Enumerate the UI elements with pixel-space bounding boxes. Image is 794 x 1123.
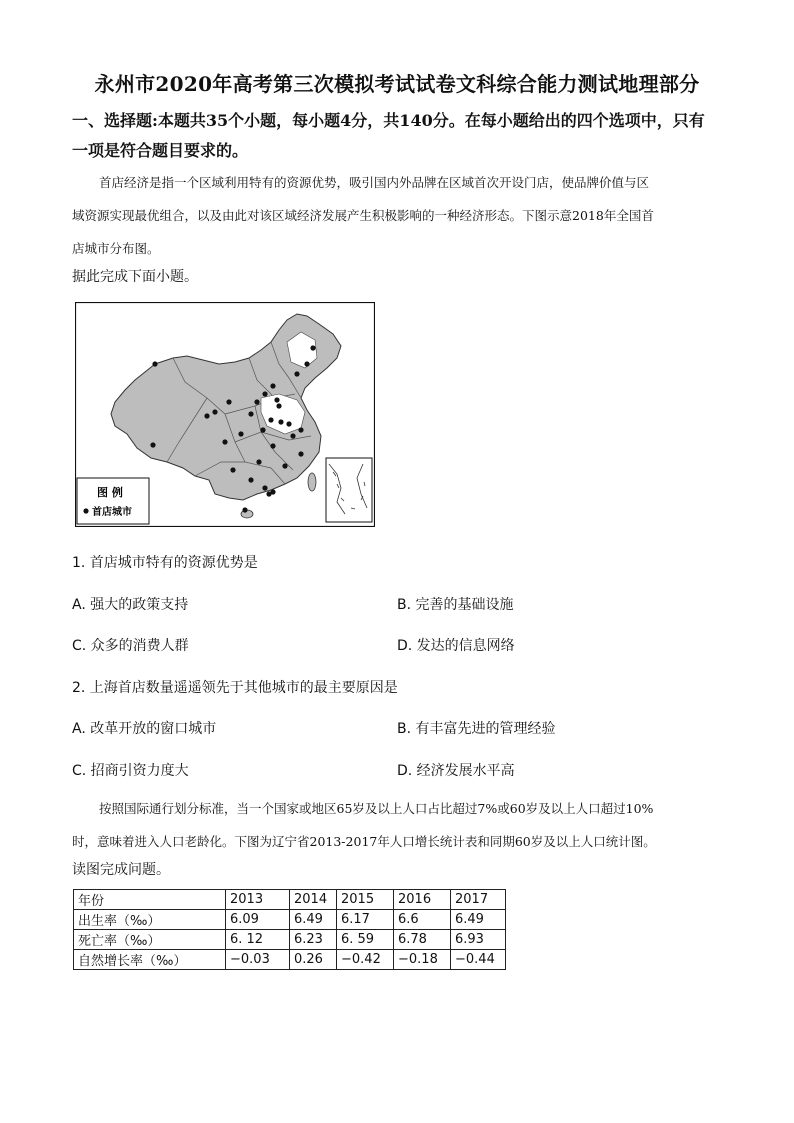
table-cell: 2017 xyxy=(451,890,506,910)
passage-line-1: 首店经济是指一个区域利用特有的资源优势，吸引国内外品牌在区域首次开设门店，使品牌价值与区 xyxy=(99,175,650,190)
table-cell: 死亡率（‰） xyxy=(74,930,226,950)
city-dot xyxy=(278,419,283,424)
city-dot xyxy=(290,433,295,438)
question-2-option-a: A. 改革开放的窗口城市 xyxy=(72,721,217,737)
city-dot xyxy=(242,507,247,512)
south-china-sea-inset xyxy=(326,458,372,522)
city-dot xyxy=(304,361,309,366)
table-row xyxy=(74,930,506,950)
page-title: 永州市2020年高考第三次模拟考试试卷文科综合能力测试地理部分 xyxy=(94,72,700,96)
section-heading xyxy=(72,106,732,166)
city-dot xyxy=(152,361,157,366)
instruction-1: 据此完成下面小题。 xyxy=(72,269,198,285)
city-dot xyxy=(276,403,281,408)
city-dot xyxy=(256,459,261,464)
city-dot xyxy=(270,443,275,448)
passage-aging-line-1: 按照国际通行划分标准，当一个国家或地区65岁及以上人口占比超过7%或60岁及以上人口超过10% xyxy=(99,801,654,816)
section-heading-line-2: 一项是符合题目要求的。 xyxy=(72,141,249,160)
table-header-row xyxy=(74,890,506,910)
city-dot xyxy=(298,427,303,432)
table-cell: −0.18 xyxy=(394,950,451,970)
table-cell: 6.09 xyxy=(226,910,290,930)
section-heading-line-1: 一、选择题:本题共35个小题，每小题4分，共140分。在每小题给出的四个选项中，只有 xyxy=(72,111,705,130)
city-dot xyxy=(270,383,275,388)
city-dot xyxy=(294,371,299,376)
table-cell: 2016 xyxy=(394,890,451,910)
question-1-option-c: C. 众多的消费人群 xyxy=(72,638,189,654)
city-dot xyxy=(204,413,209,418)
question-2-stem: 2. 上海首店数量遥遥领先于其他城市的最主要原因是 xyxy=(72,680,398,696)
table-cell: 6.6 xyxy=(394,910,451,930)
city-dot xyxy=(298,451,303,456)
table-cell: 2015 xyxy=(337,890,394,910)
question-1-stem: 1. 首店城市特有的资源优势是 xyxy=(72,555,258,571)
map-legend-title: 图 例 xyxy=(97,486,123,499)
city-dot xyxy=(282,463,287,468)
city-dot xyxy=(268,417,273,422)
city-dot xyxy=(230,467,235,472)
table-row xyxy=(74,910,506,930)
passage-aging-line-2: 时，意味着进入人口老龄化。下图为辽宁省2013-2017年人口增长统计表和同期60岁及以上人口统计图。 xyxy=(72,834,656,849)
passage-line-3: 店城市分布图。 xyxy=(72,241,160,256)
table-cell: 6.78 xyxy=(394,930,451,950)
city-dot xyxy=(310,345,315,350)
question-2-option-c: C. 招商引资力度大 xyxy=(72,763,189,779)
taiwan-island xyxy=(308,473,316,491)
table-cell: 6. 12 xyxy=(226,930,290,950)
table-cell: −0.42 xyxy=(337,950,394,970)
passage-line-2: 域资源实现最优组合，以及由此对该区域经济发展产生积极影响的一种经济形态。下图示意2018年全国首 xyxy=(72,208,654,223)
table-cell: 6.17 xyxy=(337,910,394,930)
question-1-option-d: D. 发达的信息网络 xyxy=(397,638,515,654)
passage-aging xyxy=(72,792,722,858)
city-dot xyxy=(262,391,267,396)
city-dot xyxy=(274,397,279,402)
city-dot xyxy=(286,421,291,426)
table-cell: 6.93 xyxy=(451,930,506,950)
population-table xyxy=(73,889,506,970)
table-cell: 6.49 xyxy=(290,910,337,930)
china-map-figure xyxy=(75,302,375,527)
city-dot xyxy=(248,411,253,416)
table-cell: −0.03 xyxy=(226,950,290,970)
table-cell: 2014 xyxy=(290,890,337,910)
table-cell: 自然增长率（‰） xyxy=(74,950,226,970)
table-cell: −0.44 xyxy=(451,950,506,970)
passage-shoudian xyxy=(72,166,722,265)
table-cell: 出生率（‰） xyxy=(74,910,226,930)
city-dot xyxy=(222,439,227,444)
city-dot xyxy=(270,489,275,494)
city-dot xyxy=(226,399,231,404)
table-cell: 6.23 xyxy=(290,930,337,950)
question-1-option-b: B. 完善的基础设施 xyxy=(397,597,514,613)
city-dot xyxy=(212,409,217,414)
instruction-2: 读图完成问题。 xyxy=(72,862,170,878)
table-cell: 2013 xyxy=(226,890,290,910)
city-dot xyxy=(262,485,267,490)
table-cell: 6.49 xyxy=(451,910,506,930)
question-1-option-a: A. 强大的政策支持 xyxy=(72,597,189,613)
city-dot xyxy=(260,427,265,432)
city-dot xyxy=(238,431,243,436)
legend-dot-icon xyxy=(83,508,88,513)
city-dot xyxy=(248,477,253,482)
city-dot xyxy=(150,442,155,447)
question-2-option-d: D. 经济发展水平高 xyxy=(397,763,515,779)
table-cell: 6. 59 xyxy=(337,930,394,950)
question-2-option-b: B. 有丰富先进的管理经验 xyxy=(397,721,556,737)
table-cell: 0.26 xyxy=(290,950,337,970)
city-dot xyxy=(254,399,259,404)
table-row xyxy=(74,950,506,970)
table-cell: 年份 xyxy=(74,890,226,910)
map-legend-item: 首店城市 xyxy=(92,507,132,518)
